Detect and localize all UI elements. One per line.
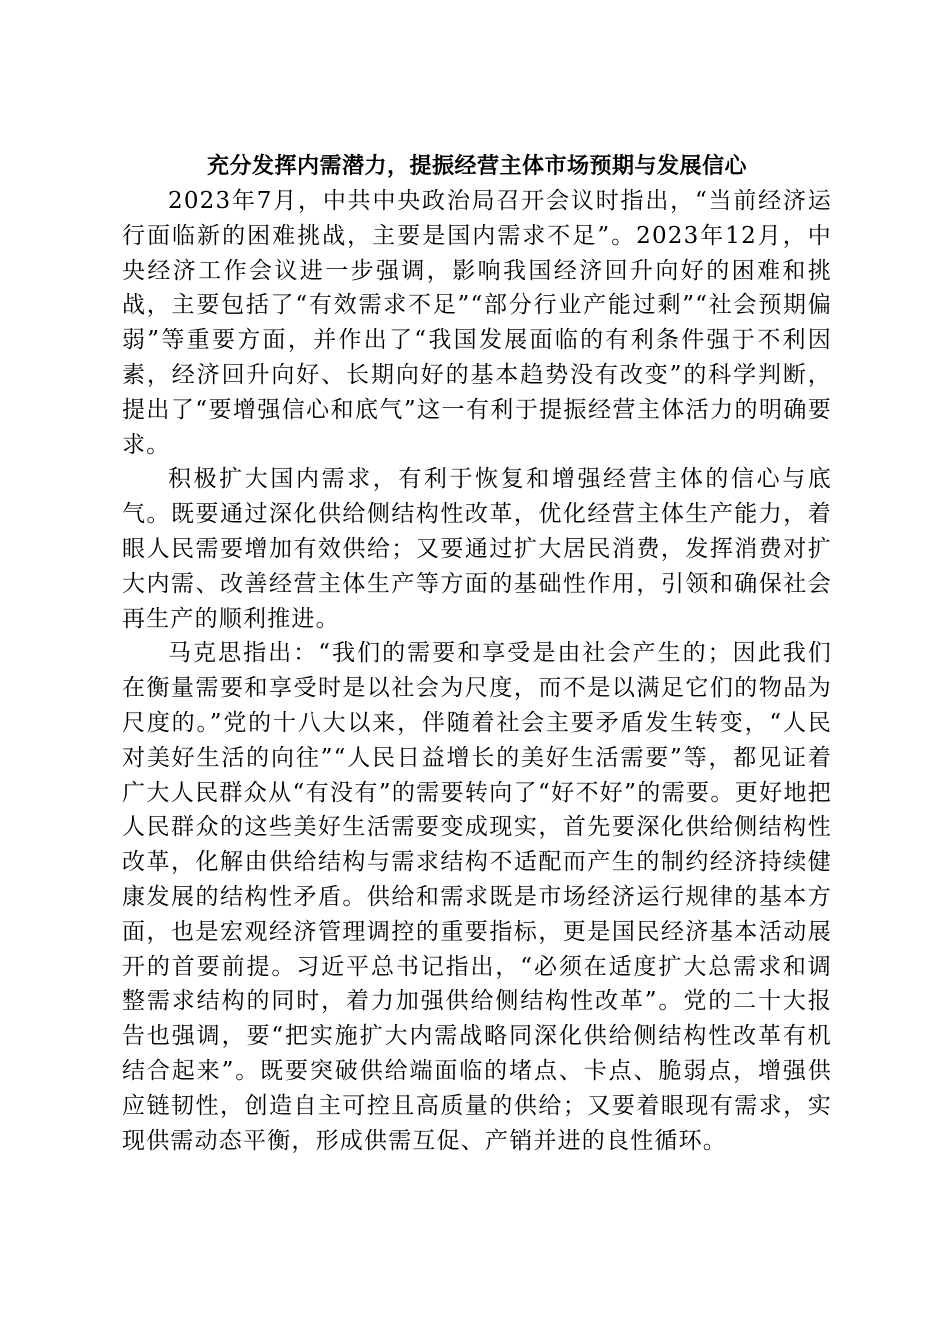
document-body [122, 150, 832, 1158]
document-title: 充分发挥内需潜力，提振经营主体市场预期与发展信心 [206, 154, 747, 179]
paragraph-2: 积极扩大国内需求，有利于恢复和增强经营主体的信心与底气。既要通过深化供给侧结构性改革，优化经营主体生产能力，着眼人民需要增加有效供给；又要通过扩大居民消费，发挥消费对扩大内需、改善经营主体生产等方面的基础性作用，引领和确保社会再生产的顺利推进。 [122, 466, 832, 632]
paragraph-3: 马克思指出：“我们的需要和享受是由社会产生的；因此我们在衡量需要和享受时是以社会为尺度，而不是以满足它们的物品为尺度的。”党的十八大以来，伴随着社会主要矛盾发生转变，“人民对美好生活的向往”“人民日益增长的美好生活需要”等，都见证着广大人民群众从“有没有”的需要转向了“好不好”的需要。更好地把人民群众的这些美好生活需要变成现实，首先要深化供给侧结构性改革，化解由供给结构与需求结构不适配而产生的制约经济持续健康发展的结构性矛盾。供给和需求既是市场经济运行规律的基本方面，也是宏观经济管理调控的重要指标，更是国民经济基本活动展开的首要前提。习近平总书记指出，“必须在适度扩大总需求和调整需求结构的同时，着力加强供给侧结构性改革”。党的二十大报告也强调，要“把实施扩大内需战略同深化供给侧结构性改革有机结合起来”。既要突破供给端面临的堵点、卡点、脆弱点，增强供应链韧性，创造自主可控且高质量的供给；又要着眼现有需求，实现供需动态平衡，形成供需互促、产销并进的良性循环。 [122, 640, 832, 1154]
paragraph-1: 2023年7月，中共中央政治局召开会议时指出，“当前经济运行面临新的困难挑战，主要是国内需求不足”。2023年12月，中央经济工作会议进一步强调，影响我国经济回升向好的困难和挑战，主要包括了“有效需求不足”“部分行业产能过剩”“社会预期偏弱”等重要方面，并作出了“我国发展面临的有利条件强于不利因素，经济回升向好、长期向好的基本趋势没有改变”的科学判断，提出了“要增强信心和底气”这一有利于提振经营主体活力的明确要求。 [122, 188, 832, 458]
